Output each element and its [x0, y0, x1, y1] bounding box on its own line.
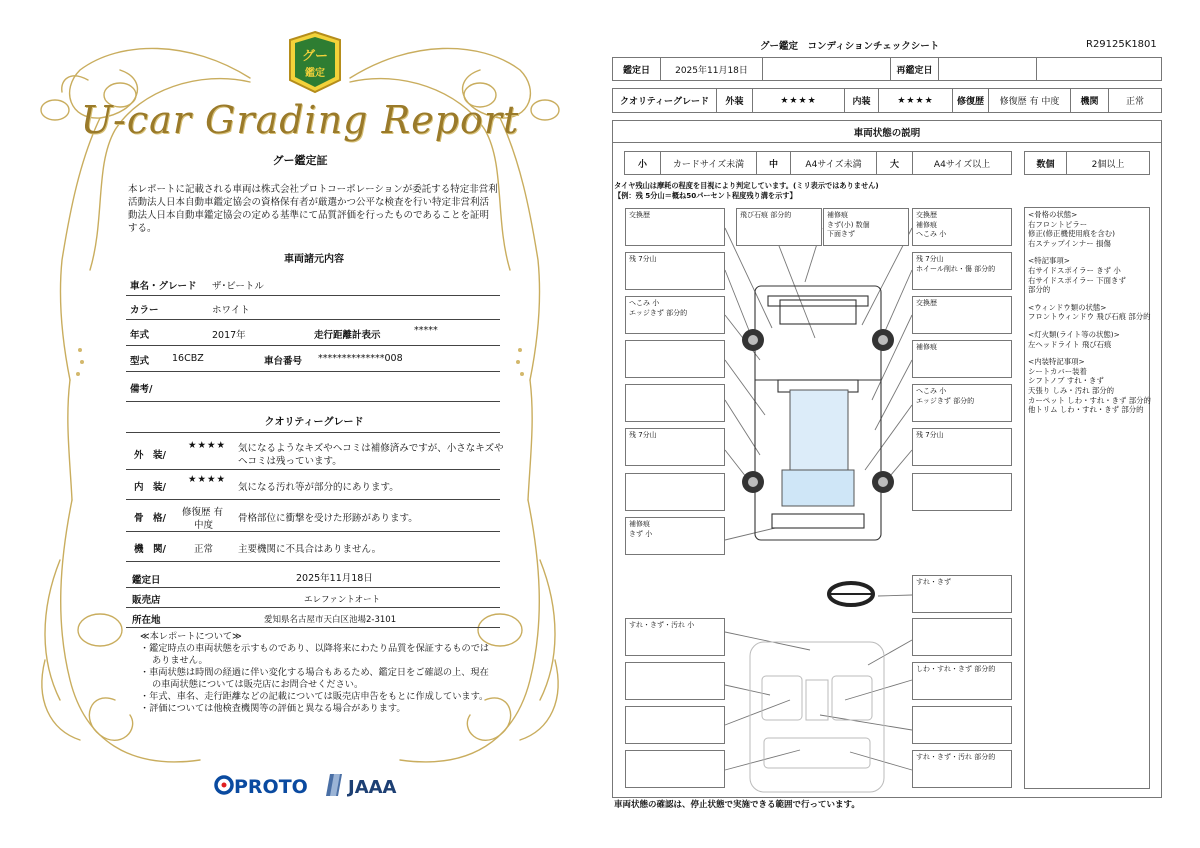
spec-mileage-value: ***** — [414, 325, 438, 336]
appraisal-address-label: 所在地 — [132, 615, 161, 626]
quality-row-frame — [126, 500, 500, 532]
logos — [214, 770, 414, 800]
sheet-title: グー鑑定 コンディションチェックシート — [760, 41, 940, 52]
jaaa-logo-text: JAAA — [348, 777, 397, 798]
side-note-line: <骨格の状態> — [1028, 210, 1078, 219]
spec-model-label: 型式 — [130, 356, 150, 367]
notes-title: ≪本レポートについて≫ — [140, 631, 242, 642]
side-note-line: 天張り しみ・汚れ 部分的 — [1028, 385, 1114, 395]
appraisal-row-date — [126, 566, 500, 588]
note-item: ・評価については他検査機関等の評価と異なる場合があります。 — [140, 703, 406, 714]
appraisal-address-value: 愛知県名古屋市天白区池場2-3101 — [264, 615, 397, 625]
grade-repair-value: 修復歴 有 中度 — [989, 89, 1071, 112]
legend-large-desc: A4サイズ以上 — [933, 159, 991, 170]
proto-logo-text: PROTO — [234, 776, 308, 798]
grade-exterior-stars: ★★★★ — [753, 89, 845, 112]
specs-title: 車両諸元内容 — [284, 254, 344, 265]
spec-row-remarks — [126, 372, 500, 402]
note-item: ・鑑定時点の車両状態を示すものであり、以降将来にわたり品質を保証するものではありません。 — [140, 643, 490, 666]
quality-top-rule — [126, 432, 500, 433]
jaaa-logo — [326, 774, 397, 798]
box-left-8: 補修痕 きず 小 — [625, 517, 725, 555]
box-interior-blank-5 — [625, 750, 725, 788]
grade-exterior-label: 外装 — [717, 89, 753, 112]
appraisal-dealer-label: 販売店 — [132, 595, 161, 606]
side-note-line: カーペット しわ・すれ・きず 部分的 — [1028, 395, 1151, 405]
quality-exterior-text-2: ヘコミは残っています。 — [238, 456, 342, 467]
side-note-line: 他トリム しわ・すれ・きず 部分的 — [1028, 405, 1144, 415]
box-interior-blank-1 — [912, 618, 1012, 656]
tire-note-2: 【例：残 5分山＝概ね50パーセント程度残り溝を示す】 — [614, 191, 797, 200]
spec-mileage-label: 走行距離計表示 — [314, 330, 381, 341]
box-right-7 — [912, 473, 1012, 511]
date-value: 2025年11月18日 — [661, 58, 763, 80]
condition-check-sheet — [600, 0, 1200, 848]
quality-frame-value-2: 中度 — [194, 520, 214, 531]
box-interior-blank-4 — [912, 706, 1012, 744]
certificate-text: 本レポートに記載される車両は株式会社プロトコーポレーションが委託する特定非営利活動法人日本自動車鑑定協会の資格保有者が厳選かつ公平な検査を行い特定非営利活動法人日本自動車鑑定協会の定める基準にて品質評価を行ったものであることを証明する。 — [128, 184, 498, 234]
side-note-line: 右ステップインナー 損傷 — [1028, 238, 1111, 248]
badge-line2: 鑑定 — [305, 68, 325, 79]
box-interior-3: しわ・すれ・きず 部分的 — [912, 662, 1012, 700]
side-note-line: <内装特記事項> — [1028, 357, 1085, 367]
spec-year-value: 2017年 — [212, 330, 246, 341]
side-note-line: シフトノブ すれ・きず — [1028, 376, 1104, 386]
box-top-2: 飛び石痕 部分的 — [736, 208, 822, 246]
certificate-title: グー鑑定証 — [272, 154, 328, 167]
spec-row-year — [126, 320, 500, 346]
quality-exterior-stars: ★★★★ — [188, 440, 227, 451]
spec-row-model — [126, 346, 500, 372]
spec-model-value: 16CBZ — [172, 353, 204, 364]
quality-frame-text: 骨格部位に衝撃を受けた形跡があります。 — [238, 513, 418, 524]
grade-interior-stars: ★★★★ — [879, 89, 953, 112]
quality-interior-label: 内 装/ — [134, 482, 166, 493]
spec-row-color — [126, 296, 500, 320]
quality-exterior-text-1: 気になるようなキズやヘコミは補修済みですが、小さなキズや — [238, 443, 504, 454]
note-item: ・車両状態は時間の経過に伴い変化する場合もあるため、鑑定日をご確認の上、現在の車両状態については販売店にお問合せください。 — [140, 667, 489, 690]
side-note-spacer — [1028, 248, 1151, 256]
grade-engine-label: 機関 — [1071, 89, 1109, 112]
quality-engine-text: 主要機関に不具合はありません。 — [238, 544, 382, 555]
box-interior-4: すれ・きず・汚れ 部分的 — [912, 750, 1012, 788]
side-note-line: 右サイドスポイラー きず 小 — [1028, 265, 1121, 275]
box-interior-1: すれ・きず — [912, 575, 1012, 613]
side-note-line: 右サイドスポイラー 下面きず — [1028, 275, 1126, 285]
side-note-line: 左ヘッドライト 飛び石痕 — [1028, 339, 1112, 349]
side-note-line: <灯火類(ライト等の状態)> — [1028, 329, 1120, 339]
spec-name-value: ザ･ビートル — [212, 281, 264, 292]
grade-interior-label: 内装 — [845, 89, 879, 112]
report-script-title: U-car Grading Report — [80, 98, 520, 142]
appraisal-row-address — [126, 608, 500, 628]
reappraisal-label: 再鑑定日 — [891, 58, 939, 80]
proto-logo — [216, 776, 308, 798]
grade-repair-label: 修復歴 — [953, 89, 989, 112]
spec-color-label: カラー — [130, 305, 159, 316]
box-right-3: 交換歴 — [912, 296, 1012, 334]
appraisal-row-dealer — [126, 588, 500, 608]
box-right-1: 交換歴 補修痕 へこみ 小 — [912, 208, 1012, 246]
quality-title: クオリティーグレード — [264, 417, 364, 428]
quality-row-exterior — [126, 434, 504, 470]
side-note-line: シートカバー装着 — [1028, 366, 1087, 376]
quality-interior-stars: ★★★★ — [188, 474, 227, 485]
legend-medium: 中 — [757, 152, 791, 174]
side-note-line: <ウィンドウ類の状態> — [1028, 302, 1107, 312]
grade-engine-value: 正常 — [1125, 97, 1144, 107]
box-interior-blank-2 — [625, 662, 725, 700]
quality-exterior-label: 外 装/ — [134, 450, 166, 461]
box-top-3: 補修痕 きず(小) 数個 下面きず — [823, 208, 909, 246]
side-notes-list — [1028, 210, 1151, 415]
appraisal-dealer-value: エレファントオート — [304, 595, 381, 605]
spec-remarks-label: 備考/ — [130, 384, 153, 395]
side-note-spacer — [1028, 349, 1151, 357]
grade-label: クオリティーグレード — [613, 89, 717, 112]
report-notes — [140, 631, 490, 715]
note-item: ・年式、車名、走行距離などの記載については販売店申告をもとに作成しています。 — [140, 691, 489, 702]
condition-title: 車両状態の説明 — [613, 121, 1161, 143]
side-note-line: 修正(修正機使用痕を含む) — [1028, 229, 1116, 239]
side-note-line: <特記事項> — [1028, 256, 1070, 266]
side-note-line: フロントウィンドウ 飛び石痕 部分的 — [1028, 312, 1151, 322]
spec-year-label: 年式 — [130, 330, 150, 341]
quality-frame-label: 骨 格/ — [134, 513, 166, 524]
quality-frame-value-1: 修復歴 有 — [182, 507, 224, 518]
legend-count-desc: 2個以上 — [1091, 159, 1125, 170]
box-interior-blank-3 — [625, 706, 725, 744]
box-left-5 — [625, 384, 725, 422]
box-left-3: へこみ 小 エッジきず 部分的 — [625, 296, 725, 334]
quality-interior-text: 気になる汚れ等が部分的にあります。 — [238, 482, 399, 493]
quality-row-engine — [126, 532, 500, 562]
badge-line1: グー — [301, 49, 329, 64]
legend-medium-desc: A4サイズ未満 — [791, 152, 877, 174]
box-left-2: 残 7分山 — [625, 252, 725, 290]
box-left-6: 残 7分山 — [625, 428, 725, 466]
quality-row-interior — [126, 470, 500, 500]
report-id: R29125K1801 — [1086, 39, 1157, 50]
spec-chassis-label: 車台番号 — [264, 356, 303, 367]
side-note-line: 右フロントピラー — [1028, 219, 1088, 229]
notes-list — [140, 643, 490, 715]
side-note-spacer — [1028, 322, 1151, 330]
legend-small: 小 — [625, 152, 661, 174]
quality-engine-label: 機 関/ — [134, 544, 166, 555]
spec-color-value: ホワイト — [212, 305, 250, 316]
box-interior-2: すれ・きず・汚れ 小 — [625, 618, 725, 656]
box-left-7 — [625, 473, 725, 511]
spec-row-name — [126, 272, 500, 296]
legend-large: 大 — [877, 152, 913, 174]
side-note-spacer — [1028, 295, 1151, 303]
box-right-2: 残 7分山 ホイール削れ・傷 部分的 — [912, 252, 1012, 290]
box-left-1: 交換歴 — [625, 208, 725, 246]
box-right-4: 補修痕 — [912, 340, 1012, 378]
box-left-4 — [625, 340, 725, 378]
appraisal-date-label: 鑑定日 — [132, 575, 161, 586]
legend-small-desc: カードサイズ未満 — [661, 152, 757, 174]
legend-count: 数個 — [1025, 152, 1067, 174]
appraisal-date-value: 2025年11月18日 — [296, 573, 373, 584]
quality-engine-value: 正常 — [194, 544, 214, 555]
date-label: 鑑定日 — [613, 58, 661, 80]
sheet-footer: 車両状態の確認は、停止状態で実施できる範囲で行っています。 — [614, 800, 860, 810]
goo-appraisal-badge — [286, 30, 344, 94]
box-right-6: 残 7分山 — [912, 428, 1012, 466]
box-right-5: へこみ 小 エッジきず 部分的 — [912, 384, 1012, 422]
side-note-line: 部分的 — [1028, 285, 1051, 295]
spec-chassis-value: **************008 — [318, 353, 403, 364]
spec-name-label: 車名・グレード — [130, 281, 197, 292]
tire-note-1: タイヤ残山は摩耗の程度を目視により判定しています。(ミリ表示ではありません) — [614, 181, 879, 190]
